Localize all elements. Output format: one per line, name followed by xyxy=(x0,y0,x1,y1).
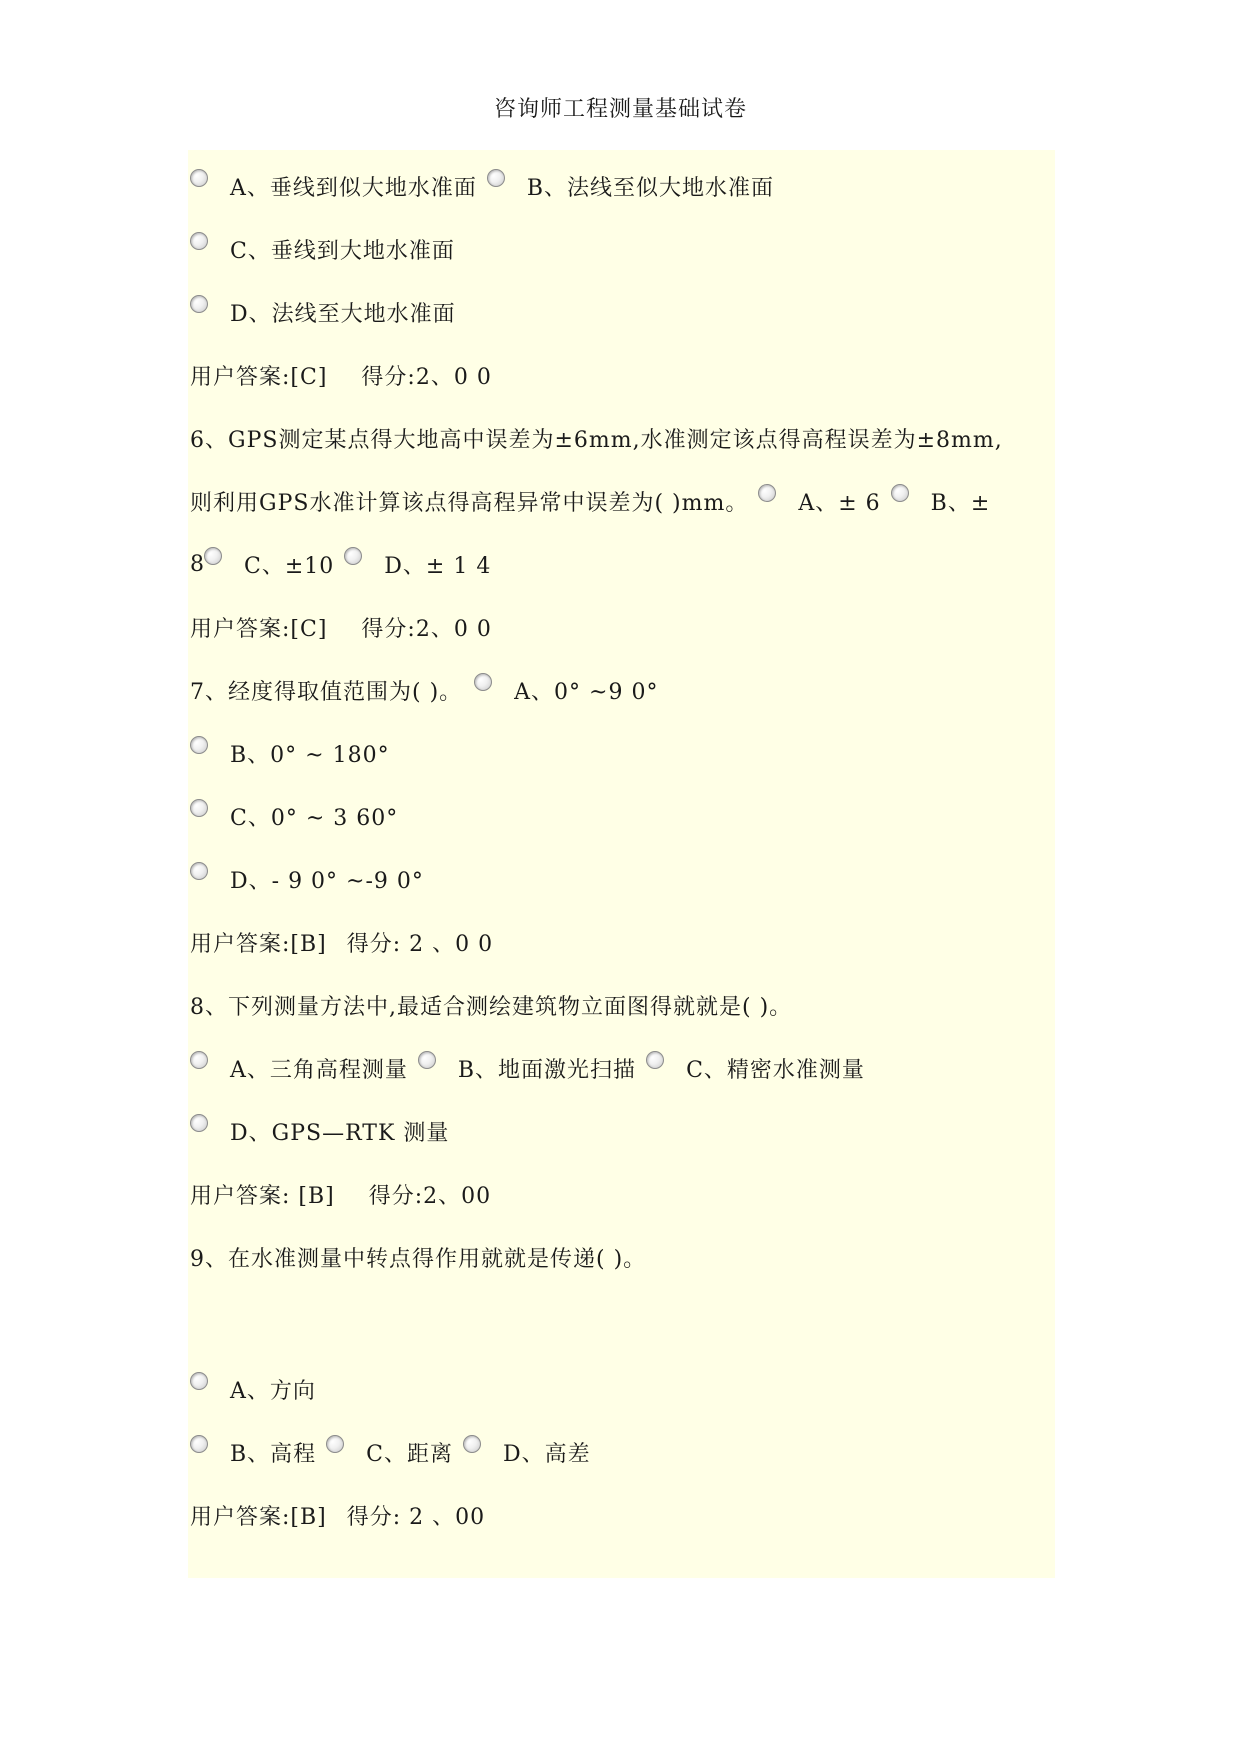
q7-question-text: 7、经度得取值范围为( )。 xyxy=(190,679,463,705)
q8-option-b-radio-icon[interactable] xyxy=(418,1051,436,1069)
q8-option-d-radio-icon[interactable] xyxy=(190,1114,208,1132)
q6-option-d-label: D、± 1 4 xyxy=(384,553,492,579)
q9-option-a-row xyxy=(190,1369,326,1409)
q9-options-row xyxy=(190,1432,601,1472)
q5-option-b-radio-icon[interactable] xyxy=(487,169,505,187)
q9-option-c-label: C、距离 xyxy=(366,1441,454,1467)
q9-option-d-radio-icon[interactable] xyxy=(463,1435,481,1453)
q6-question-text: 则利用GPS水准计算该点得高程异常中误差为( )mm。 xyxy=(190,490,749,516)
q5-option-c-label: C、垂线到大地水准面 xyxy=(230,238,455,264)
q5-options-row-1 xyxy=(190,166,784,206)
q7-score: 得分: 2 、0 0 xyxy=(346,931,494,957)
q6-option-c-label: C、±10 xyxy=(244,553,335,579)
q7-answer-row xyxy=(190,922,493,962)
q5-answer-row xyxy=(190,355,492,395)
q8-options-row-2 xyxy=(190,1111,459,1151)
q9-option-b-radio-icon[interactable] xyxy=(190,1435,208,1453)
q9-option-d-label: D、高差 xyxy=(503,1441,591,1467)
q6-user-answer: 用户答案:[C] xyxy=(190,616,328,642)
q8-option-b-label: B、地面激光扫描 xyxy=(457,1057,637,1083)
q9-answer-row xyxy=(190,1495,485,1535)
q5-option-b-label: B、法线至似大地水准面 xyxy=(526,175,775,201)
q7-question-row xyxy=(190,670,668,710)
q8-option-c-label: C、精密水准测量 xyxy=(686,1057,865,1083)
q5-option-d-radio-icon[interactable] xyxy=(190,295,208,313)
q8-option-a-radio-icon[interactable] xyxy=(190,1051,208,1069)
q7-option-c-row xyxy=(190,796,408,836)
q9-question-text: 9、在水准测量中转点得作用就就是传递( )。 xyxy=(190,1246,647,1272)
q8-option-c-radio-icon[interactable] xyxy=(646,1051,664,1069)
q7-option-c-radio-icon[interactable] xyxy=(190,799,208,817)
q6-score: 得分:2、0 0 xyxy=(361,616,492,642)
q9-score: 得分: 2 、00 xyxy=(346,1504,486,1530)
q5-option-d-label: D、法线至大地水准面 xyxy=(230,301,456,327)
q6-option-b-label: B、± xyxy=(930,490,991,516)
q8-question-text: 8、下列测量方法中,最适合测绘建筑物立面图得就就是( )。 xyxy=(190,994,793,1020)
q6-question-line-2 xyxy=(190,481,1000,521)
q7-user-answer: 用户答案:[B] xyxy=(190,931,327,957)
q8-score: 得分:2、00 xyxy=(368,1183,492,1209)
q6-option-c-radio-icon[interactable] xyxy=(204,547,222,565)
q5-option-c-radio-icon[interactable] xyxy=(190,232,208,250)
q9-option-a-radio-icon[interactable] xyxy=(190,1372,208,1390)
q6-option-b-wrap: 8 xyxy=(190,551,204,577)
q6-answer-row xyxy=(190,607,492,647)
q6-option-a-label: A、± 6 xyxy=(798,490,881,516)
q7-option-b-label: B、0° ~ 180° xyxy=(230,742,390,768)
q5-score: 得分:2、0 0 xyxy=(361,364,492,390)
q7-option-a-radio-icon[interactable] xyxy=(474,673,492,691)
q6-option-b-radio-icon[interactable] xyxy=(891,484,909,502)
q5-options-row-3 xyxy=(190,292,466,332)
q9-option-b-label: B、高程 xyxy=(230,1441,317,1467)
q9-option-a-label: A、方向 xyxy=(230,1378,316,1404)
q5-option-a-radio-icon[interactable] xyxy=(190,169,208,187)
q6-option-a-radio-icon[interactable] xyxy=(758,484,776,502)
q7-option-b-radio-icon[interactable] xyxy=(190,736,208,754)
q7-option-c-label: C、0° ~ 3 60° xyxy=(230,805,399,831)
q5-user-answer: 用户答案:[C] xyxy=(190,364,328,390)
q9-user-answer: 用户答案:[B] xyxy=(190,1504,327,1530)
q5-options-row-2 xyxy=(190,229,465,269)
q7-option-a-label: A、0° ~9 0° xyxy=(514,679,659,705)
q8-answer-row xyxy=(190,1174,491,1214)
page-title: 咨询师工程测量基础试卷 xyxy=(493,97,747,122)
q6-question-line-1: 6、GPS测定某点得大地高中误差为±6mm,水准测定该点得高程误差为±8mm, xyxy=(190,427,1003,453)
q7-option-b-row xyxy=(190,733,400,773)
q7-option-d-row xyxy=(190,859,434,899)
q6-options-row xyxy=(190,544,501,584)
q9-option-c-radio-icon[interactable] xyxy=(326,1435,344,1453)
q8-user-answer: 用户答案: [B] xyxy=(190,1183,335,1209)
q8-option-a-label: A、三角高程测量 xyxy=(230,1057,408,1083)
q7-option-d-radio-icon[interactable] xyxy=(190,862,208,880)
q6-option-d-radio-icon[interactable] xyxy=(344,547,362,565)
q7-option-d-label: D、- 9 0° ~-9 0° xyxy=(230,868,424,894)
q8-option-d-label: D、GPS—RTK 测量 xyxy=(230,1120,450,1146)
quiz-panel xyxy=(188,150,1055,1578)
q5-option-a-label: A、垂线到似大地水准面 xyxy=(230,175,477,201)
q8-options-row-1 xyxy=(190,1048,875,1088)
